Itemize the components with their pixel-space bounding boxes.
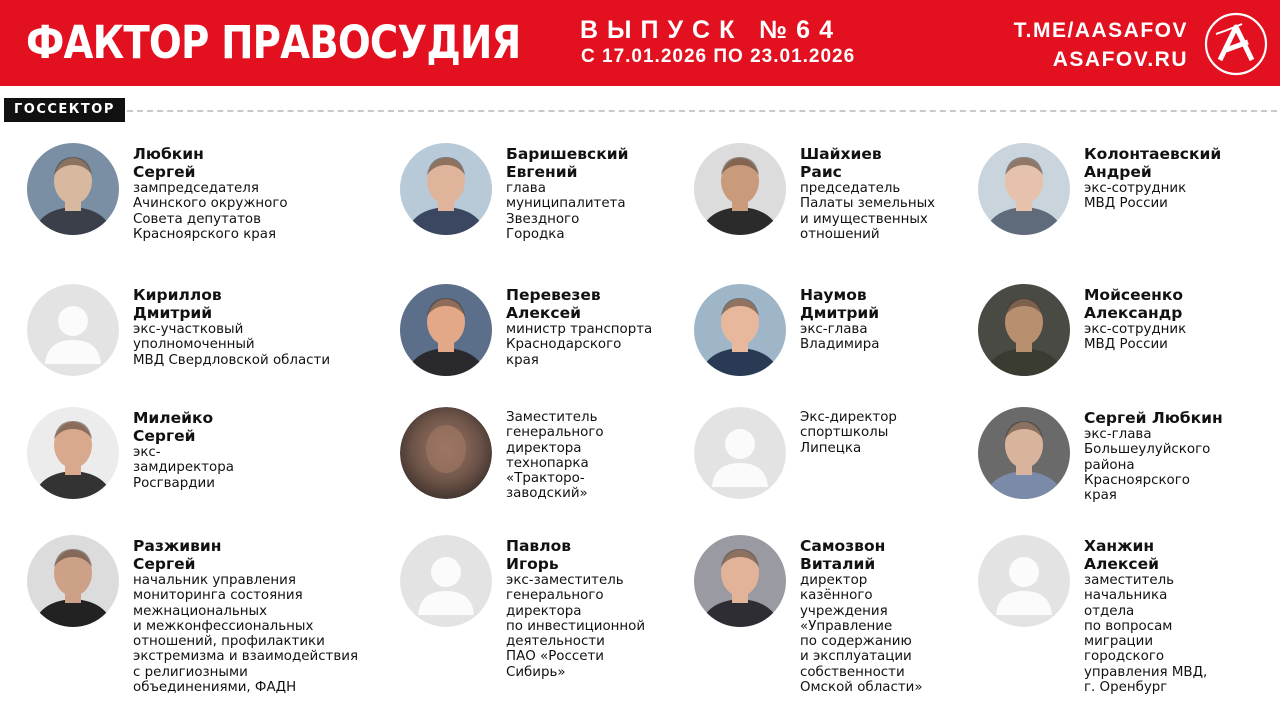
person-role: экс-сотрудник МВД России [1084,322,1187,353]
person-name: Мойсеенко Александр [1084,286,1184,322]
person-role: начальник управления мониторинга состояния межнациональных и межконфессиональных отношений, профилактики экстремизма и взаимодействия с религиозными объединениями, ФАДН [133,573,359,696]
avatar-placeholder-icon [400,535,492,627]
person-role: экс-глава Большеулуйского района Красноярского края [1084,427,1211,504]
issue-number: ВЫПУСК №64 [580,16,842,44]
person-role: заместитель начальника отдела по вопросам миграции городского управления МВД, г. Оренбург [1084,573,1208,696]
person-name: Разживин Сергей [133,537,222,573]
person-name: Колонтаевский Андрей [1084,145,1222,181]
issue-dates: С 17.01.2026 ПО 23.01.2026 [581,46,856,67]
person-info [133,409,373,491]
avatar [978,407,1070,499]
avatar-placeholder-icon [694,407,786,499]
avatar [694,535,786,627]
person-role: директор казённого учреждения «Управление по содержанию и эксплуатации собственности Омской области» [800,573,923,696]
person-name: Самозвон Виталий [800,537,886,573]
person-role: экс-заместитель генерального директора по инвестиционной деятельности ПАО «Россети Сибирь» [506,573,646,680]
avatar [400,143,492,235]
person-info [1084,537,1280,695]
person-role: зампредседателя Ачинского окружного Совета депутатов Красноярского края [133,181,288,242]
person-info [1084,145,1280,212]
avatar [27,143,119,235]
avatar [978,284,1070,376]
person-name: Милейко Сергей [133,409,214,445]
person-role: министр транспорта Краснодарского края [506,322,653,368]
person-info [1084,286,1280,353]
person-info [133,286,373,368]
person-role: глава муниципалитета Звездного Городка [506,181,626,242]
person-role: экс-глава Владимира [800,322,880,353]
person-role: экс-сотрудник МВД России [1084,181,1187,212]
avatar [694,143,786,235]
person-role: Экс-директор спортшколы Липецка [800,410,897,456]
avatar [978,143,1070,235]
telegram-link[interactable]: T.ME/AASAFOV [1013,19,1188,42]
person-name: Баришевский Евгений [506,145,629,181]
person-role: экс-участковый уполномоченный МВД Свердловской области [133,322,331,368]
person-name: Перевезев Алексей [506,286,601,322]
avatar [694,284,786,376]
person-name: Сергей Любкин [1084,409,1223,427]
person-info [133,537,373,695]
avatar [400,284,492,376]
person-name: Любкин Сергей [133,145,204,181]
avatar-placeholder-icon [27,284,119,376]
person-role: председатель Палаты земельных и имущественных отношений [800,181,936,242]
person-name: Павлов Игорь [506,537,572,573]
person-name: Шайхиев Раис [800,145,882,181]
person-name: Кириллов Дмитрий [133,286,222,322]
avatar-placeholder-icon [978,535,1070,627]
avatar [27,407,119,499]
brand-title: ФАКТОР ПРАВОСУДИЯ [26,16,521,69]
person-info [1084,409,1280,503]
person-name: Наумов Дмитрий [800,286,880,322]
person-role: Заместитель генерального директора технопарка «Тракторо- заводский» [506,410,604,502]
person-name: Ханжин Алексей [1084,537,1159,573]
site-link[interactable]: ASAFOV.RU [1052,48,1188,71]
avatar-blurred [400,407,492,499]
person-info [133,145,373,242]
avatar [27,535,119,627]
person-role: экс- замдиректора Росгвардии [133,445,234,491]
section-label: ГОССЕКТОР [4,98,125,122]
